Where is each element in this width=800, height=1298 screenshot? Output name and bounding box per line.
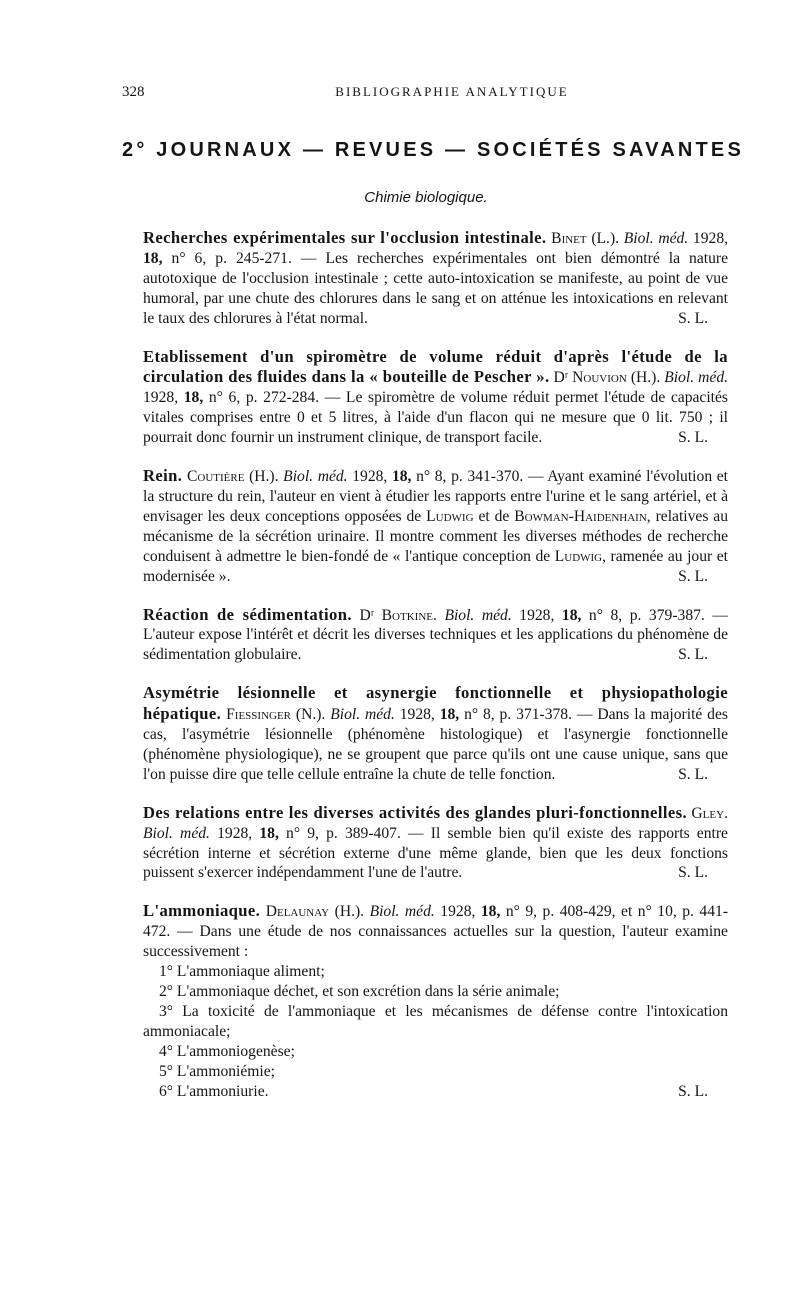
entry-abstract-part: et de	[478, 507, 510, 525]
entry-issue-pages: n° 9, p. 389-407.	[286, 824, 401, 842]
cited-name-ludwig: Ludwig	[426, 507, 474, 525]
entry-signature: S. L.	[678, 646, 708, 664]
entry-body	[143, 901, 728, 962]
entry-volume: 18,	[480, 903, 501, 921]
entry-author: Coutière	[186, 468, 245, 486]
cited-name-ludwig: Ludwig	[554, 547, 603, 565]
entry-ammoniaque	[143, 901, 728, 1101]
entry-year: 1928,	[440, 903, 476, 921]
entry-signature: S. L.	[678, 765, 708, 783]
entry-author: Gley	[691, 804, 725, 822]
list-item: 4° L'ammoniogenèse;	[159, 1042, 295, 1060]
entry-author-initials: (H.).	[249, 468, 279, 486]
entry-volume: 18,	[143, 249, 163, 267]
entry-signature: S. L.	[678, 309, 708, 327]
entry-year: 1928,	[399, 706, 435, 724]
entry-title: L'ammoniaque.	[143, 901, 261, 921]
entry-journal: Biol. méd.	[444, 606, 512, 624]
entry-abstract: — Il semble bien qu'il existe des rapports entre sécrétion interne et sécrétion externe d'une même glande, bien que les deux fonctions puissent s'exercer indépendamment l'une de l'autre.	[143, 824, 728, 882]
entry-glandes	[143, 803, 728, 884]
entry-title: Etablissement d'un spiromètre de volume réduit d'après l'étude de la circulation des fluides dans la « bouteille de Pescher ».	[143, 346, 728, 387]
entry-signature: S. L.	[678, 567, 708, 585]
entry-abstract-part: — Ayant examiné l'évolution et la structure du rein, l'auteur en vient à étudier les rapports entre l'urine et le sang artériel, et à envisager les deux conceptions opposées de	[143, 468, 728, 525]
entry-signature: S. L.	[678, 864, 708, 882]
entry-issue-pages: n° 8, p. 371-378.	[464, 706, 572, 724]
entry-issue-pages: n° 6, p. 272-284.	[208, 389, 320, 407]
list-item-last	[143, 1082, 728, 1102]
list-item: 1° L'ammoniaque aliment;	[159, 963, 325, 981]
entry-rein	[143, 466, 728, 586]
entry-year: 1928,	[692, 230, 729, 247]
entry-title: Rein.	[143, 466, 183, 486]
entry-author-prefix: Dʳ	[553, 369, 569, 387]
entry-journal: Biol. méd.	[623, 230, 689, 247]
entry-title: Réaction de sédimentation.	[143, 604, 352, 624]
entry-volume: 18,	[259, 824, 279, 842]
entry-issue-pages: n° 6, p. 245-271.	[171, 249, 292, 267]
entry-author-initials: .	[433, 606, 437, 624]
entry-year: 1928,	[143, 389, 179, 407]
entry-abstract-part: , ramenée au jour et modernisée ».	[143, 547, 728, 585]
entry-journal: Biol. méd.	[143, 824, 210, 842]
entry-occlusion	[143, 228, 728, 329]
entry-author-prefix: Dʳ	[359, 606, 375, 624]
entry-asymetrie	[143, 683, 728, 785]
list-item: 3° La toxicité de l'ammoniaque et les mécanismes de défense contre l'intoxication ammoniacale;	[143, 1002, 728, 1040]
entry-year: 1928,	[519, 606, 555, 624]
entry-author: Binet	[551, 230, 587, 247]
entry-volume: 18,	[183, 389, 204, 407]
running-title: BIBLIOGRAPHIE ANALYTIQUE	[335, 84, 569, 99]
entry-author-initials: .	[724, 804, 728, 822]
entry-author-initials: (H.).	[630, 369, 661, 387]
topic-list	[143, 962, 728, 1101]
entry-author-initials: (N.).	[295, 706, 326, 724]
entry-journal: Biol. méd.	[283, 468, 348, 486]
list-item: 6° L'ammoniurie.	[159, 1082, 269, 1100]
entry-title: Asymétrie lésionnelle et asynergie fonctionnelle et physiopathologie hépatique.	[143, 683, 728, 724]
entry-sedimentation	[143, 605, 728, 666]
entry-abstract: — Dans la majorité des cas, l'asymétrie lésionnelle (phénomène histologique) et l'asynergie fonctionnelle (phénomène physiologique), ne se groupent que parce qu'ils ont une cause unique, sans que l'on puisse dire que telle cellule entraîne la chute de telle fonction.	[143, 706, 728, 783]
list-item: 2° L'ammoniaque déchet, et son excrétion dans la série animale;	[159, 983, 560, 1000]
entry-issue-pages: n° 9, p. 408-429, et n° 10, p. 441-472.	[143, 903, 729, 941]
entry-volume: 18,	[391, 468, 412, 486]
entry-author: Botkine	[381, 606, 433, 624]
entry-signature: S. L.	[678, 429, 708, 447]
entry-signature: S. L.	[678, 1082, 708, 1100]
entry-issue-pages: n° 8, p. 379-387.	[588, 606, 705, 624]
entry-journal: Biol. méd.	[369, 903, 435, 921]
entry-abstract: — Dans une étude de nos connaissances actuelles sur la question, l'auteur examine successivement :	[143, 923, 728, 961]
entry-abstract: — L'auteur expose l'intérêt et décrit les diverses techniques et les applications du phénomène de sédimentation globulaire.	[143, 606, 728, 664]
entry-spirometre	[143, 347, 728, 449]
running-head	[122, 84, 730, 104]
entry-volume: 18,	[561, 606, 582, 624]
list-item: 5° L'ammoniémie;	[159, 1062, 276, 1080]
subheading: Chimie biologique.	[364, 189, 488, 206]
entry-journal: Biol. méd.	[330, 706, 395, 724]
entry-abstract: — Le spiromètre de volume réduit permet l'étude de capacités vitales comprises entre 0 et 5 litres, à l'aide d'un flacon qui ne mesure que 0 lit. 750 ; il pourrait donc fournir un instrument clinique, de transport facile.	[143, 389, 729, 447]
entry-year: 1928,	[217, 824, 253, 842]
entry-author: Delaunay	[265, 903, 330, 921]
entry-author-initials: (L.).	[591, 230, 620, 247]
entry-year: 1928,	[352, 468, 388, 486]
cited-name-bowman-haidenhain: Bowman-Haidenhain	[514, 507, 647, 525]
entry-abstract: — Les recherches expérimentales ont bien démontré la nature autotoxique de l'occlusion intestinale ; cette auto-intoxication se manifeste, au point de vue humoral, par une chute des chlorures dans le sang et on atténue les intoxications en relevant le taux des chlorures à l'état normal.	[143, 249, 728, 327]
entry-author: Nouvion	[572, 369, 627, 387]
entries	[143, 228, 728, 1119]
section-title: 2° JOURNAUX — REVUES — SOCIÉTÉS SAVANTES	[122, 139, 745, 161]
page-number: 328	[122, 84, 145, 100]
entry-journal: Biol. méd.	[664, 369, 729, 387]
entry-abstract-part: , relatives au mécanisme de la sécrétion urinaire. Il montre comment les diverses méthodes de recherche conduisent à admettre le bien-fondé de « l'antique conception de	[143, 507, 729, 565]
entry-title: Recherches expérimentales sur l'occlusion intestinale.	[143, 228, 547, 247]
entry-author: Fiessinger	[226, 706, 292, 724]
entry-author-initials: (H.).	[334, 903, 365, 921]
entry-issue-pages: n° 8, p. 341-370.	[416, 468, 524, 486]
entry-volume: 18,	[439, 706, 460, 724]
entry-title: Des relations entre les diverses activités des glandes pluri-fonctionnelles.	[143, 802, 688, 822]
